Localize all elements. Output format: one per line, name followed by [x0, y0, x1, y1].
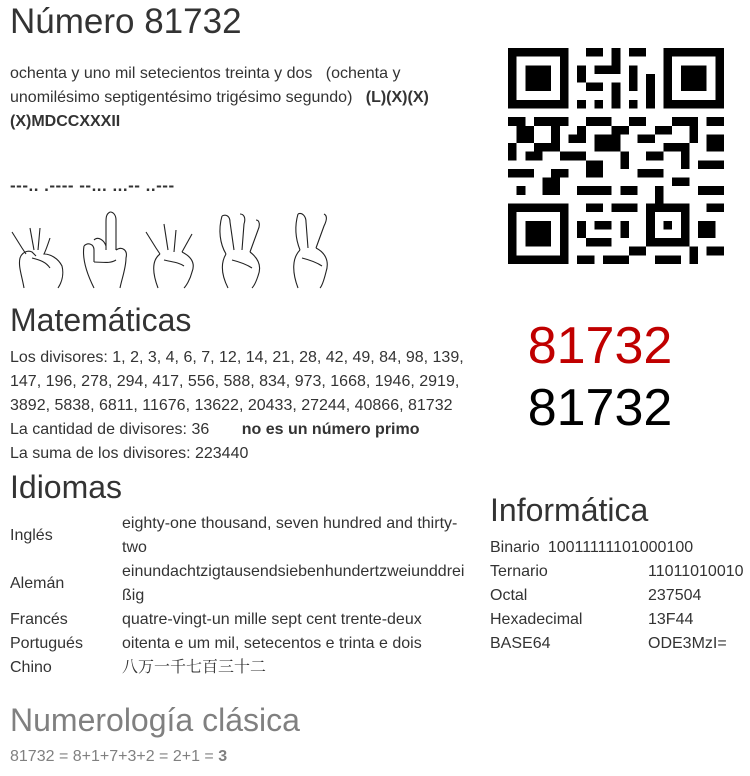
- divisor-count-label: La cantidad de divisores:: [10, 421, 187, 438]
- list-item: [490, 560, 748, 584]
- divisors-label: Los divisores:: [10, 349, 108, 366]
- base-name: Hexadecimal: [490, 611, 583, 628]
- informatica-section-title: Informática: [490, 492, 649, 528]
- language-name: Chino: [10, 659, 52, 676]
- roman-numeral: (L)(X)(X)(X)MDCCXXXII: [10, 89, 429, 130]
- math-section-title: Matemáticas: [10, 302, 192, 338]
- divisor-sum-label: La suma de los divisores:: [10, 445, 191, 462]
- languages-section-title: Idiomas: [10, 469, 123, 505]
- language-name: Portugués: [10, 635, 83, 652]
- divisors-list: [10, 346, 472, 418]
- spelled-number: ochenta y uno mil setecientos treinta y dos: [10, 65, 313, 82]
- language-value: einundachtzigtausendsiebenhundertzweiunddreißig: [122, 563, 465, 604]
- numerology-sum: 81732 = 8+1+7+3+2 = 2+1 =: [10, 748, 214, 765]
- qr-code-icon: [508, 48, 724, 264]
- language-value: oitenta e um mil, setecentos e trinta e dois: [122, 635, 422, 652]
- base-name: Octal: [490, 587, 528, 604]
- list-item: [490, 632, 748, 656]
- prime-status: no es un número primo: [241, 421, 420, 438]
- base-name: Ternario: [490, 563, 548, 580]
- number-in-words: [10, 62, 472, 134]
- base-value: 11011010010: [648, 563, 744, 580]
- list-item: [490, 608, 748, 632]
- divisor-count-row: [10, 418, 472, 442]
- language-name: Francés: [10, 611, 68, 628]
- page-title: Número 81732: [10, 2, 242, 41]
- ordinal-number: (ochenta y unomilésimo septigentésimo trigésimo segundo): [10, 65, 401, 106]
- language-value: quatre-vingt-un mille sept cent trente-deux: [122, 611, 422, 628]
- table-row: [10, 512, 470, 560]
- list-item: [490, 584, 748, 608]
- morse-code: ---.. .---- --... ...-- ..---: [10, 176, 175, 195]
- language-name: Inglés: [10, 527, 53, 544]
- numerology-result: 3: [218, 748, 228, 765]
- number-display-black: 81732: [527, 379, 673, 437]
- base-value: ODE3MzI=: [648, 635, 727, 652]
- language-value: eighty-one thousand, seven hundred and thirty-two: [122, 515, 458, 556]
- hand-two-icon: [284, 210, 342, 290]
- table-row: [10, 656, 470, 680]
- divisor-sum-value: 223440: [194, 445, 249, 462]
- divisor-count-value: 36: [191, 421, 210, 438]
- base-value: 13F44: [648, 611, 694, 628]
- divisor-sum-row: [10, 442, 472, 466]
- base-value: 10011111101000100: [547, 539, 694, 556]
- hand-three-icon: [212, 210, 270, 290]
- language-name: Alemán: [10, 575, 65, 592]
- number-display-red: 81732: [527, 317, 673, 375]
- base-name: Binario: [490, 539, 540, 556]
- language-value: 八万一千七百三十二: [122, 659, 267, 676]
- informatica-list: [490, 536, 748, 656]
- divisors-values: 1, 2, 3, 4, 6, 7, 12, 14, 21, 28, 42, 49, 84, 98, 139, 147, 196, 278, 294, 417, 556, 588, 834, 973, 1668, 1946, 2919, 3892, 5838, 6811, 11676, 13622, 20433, 27244, 40866, 81732: [10, 349, 464, 414]
- math-section: [10, 346, 472, 466]
- hand-one-icon: [80, 210, 138, 290]
- numerology-section-title: Numerología clásica: [10, 702, 300, 738]
- table-row: [10, 560, 470, 608]
- base-value: 237504: [648, 587, 702, 604]
- list-item: [490, 536, 748, 560]
- table-row: [10, 608, 470, 632]
- hand-eight-icon: [10, 210, 68, 290]
- numerology-expression: [10, 748, 227, 766]
- base-name: BASE64: [490, 635, 551, 652]
- hand-seven-icon: [142, 210, 200, 290]
- table-row: [10, 632, 470, 656]
- sign-language-hands: [10, 210, 340, 290]
- languages-table: [10, 512, 470, 680]
